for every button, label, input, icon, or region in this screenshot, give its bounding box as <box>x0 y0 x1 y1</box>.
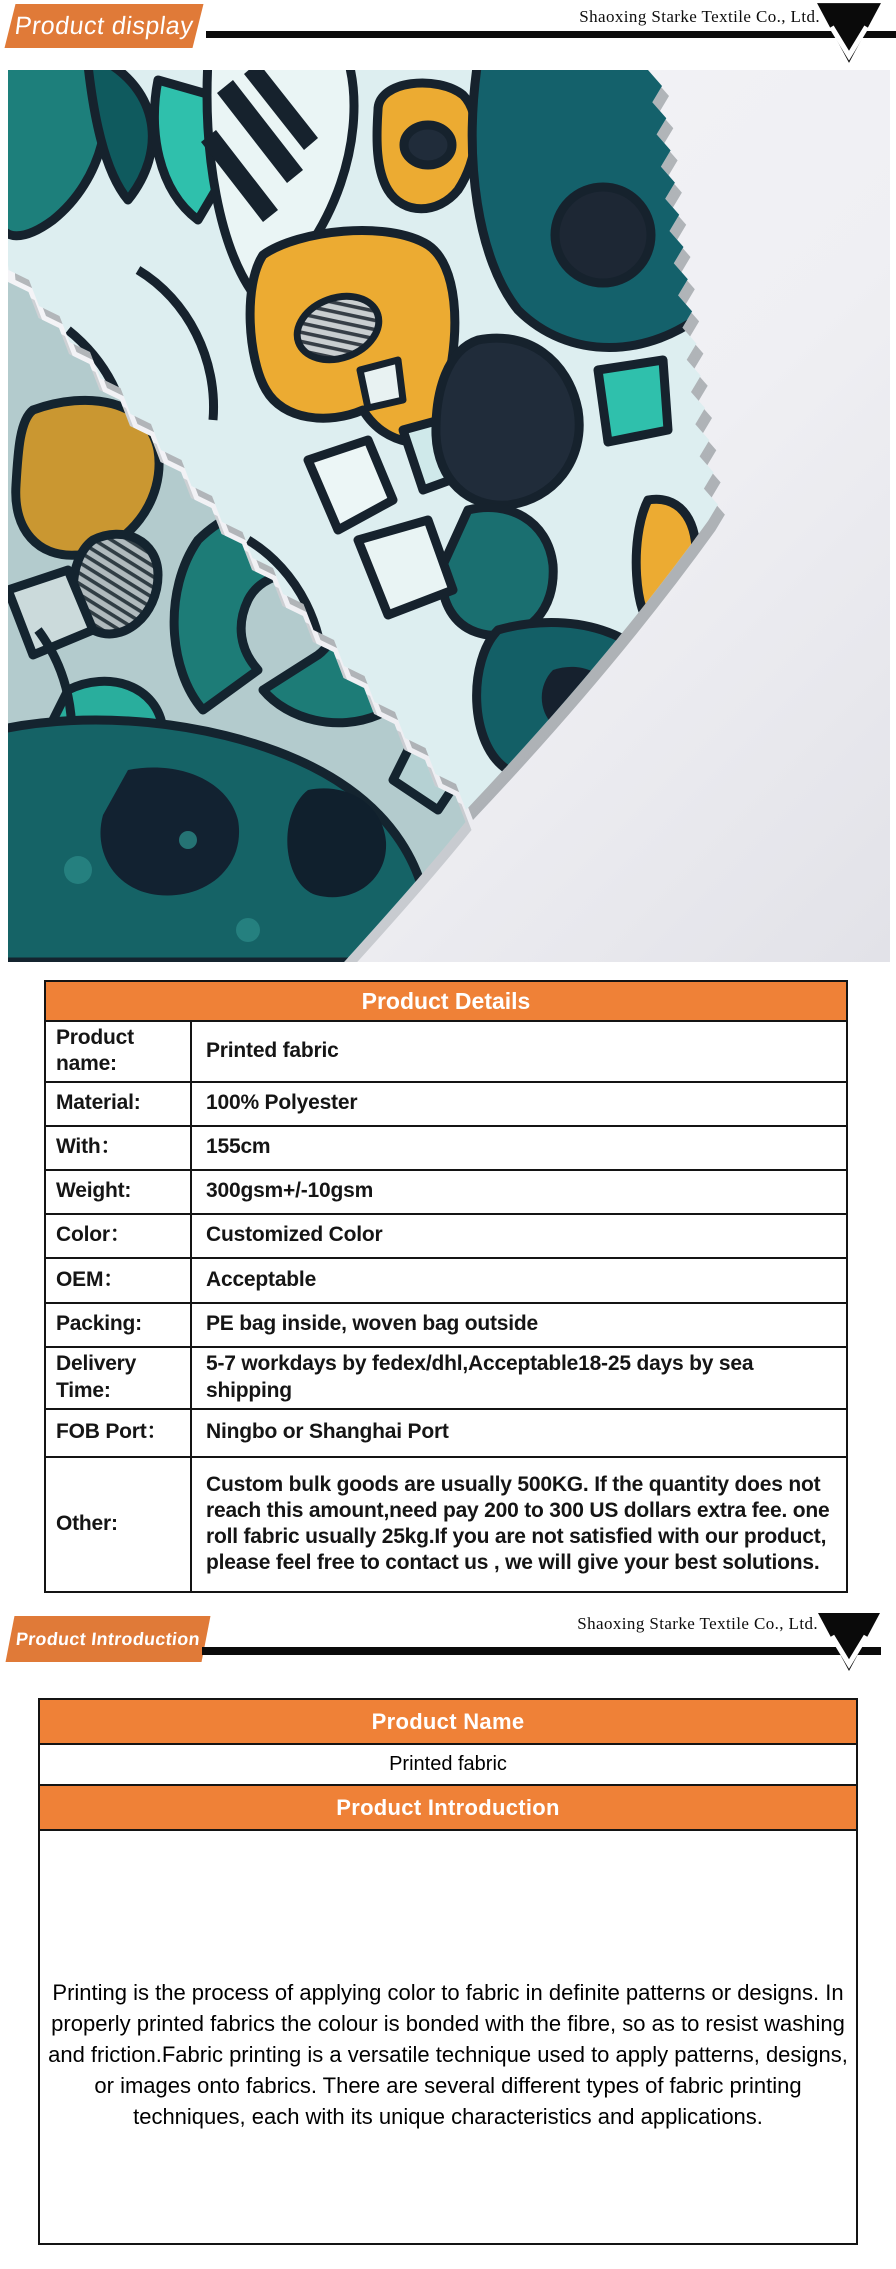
header-rule <box>202 1647 881 1655</box>
detail-label: OEM： <box>45 1258 191 1303</box>
detail-value: Printed fabric <box>191 1021 847 1082</box>
header-rule <box>206 31 896 38</box>
product-name-value: Printed fabric <box>40 1745 856 1786</box>
detail-label: With： <box>45 1126 191 1170</box>
product-name-header-label: Product Name <box>371 1708 525 1734</box>
company-name: Shaoxing Starke Textile Co., Ltd. <box>577 1614 818 1633</box>
detail-label: Delivery Time: <box>45 1347 191 1409</box>
product-intro-box <box>38 1698 858 2245</box>
detail-label: Other: <box>45 1457 191 1592</box>
detail-value: Custom bulk goods are usually 500KG. If the quantity does not reach this amount,need pay 200 to 300 US dollars extra fee. one roll fabric usually 25kg.If you are not satisfied with our product, please feel free to contact us , we will give your best solutions. <box>191 1457 847 1592</box>
product-display-banner-label: Product display <box>13 11 196 40</box>
detail-label: Weight: <box>45 1170 191 1214</box>
introduction-area <box>40 1831 856 2132</box>
detail-label: Product name: <box>45 1021 191 1082</box>
product-introduction-header <box>40 1786 856 1831</box>
company-name: Shaoxing Starke Textile Co., Ltd. <box>579 7 820 26</box>
detail-label: Color： <box>45 1214 191 1258</box>
detail-value: 100% Polyester <box>191 1082 847 1126</box>
product-introduction-banner <box>6 1616 211 1662</box>
product-name-header <box>40 1700 856 1745</box>
product-introduction-header-label: Product Introduction <box>336 1794 560 1820</box>
brand-triangle-logo-icon <box>817 1609 881 1675</box>
product-introduction-banner-label: Product Introduction <box>14 1628 202 1649</box>
detail-value: 300gsm+/-10gsm <box>191 1170 847 1214</box>
introduction-paragraph: Printing is the process of applying color to fabric in definite patterns or designs. In properly printed fabrics the colour is bonded with the fibre, so as to resist washing and friction.Fabric printing is a versatile technique used to apply patterns, designs, or images onto fabrics. There are several different types of fabric printing techniques, each with its unique characteristics and applications. <box>48 1980 848 2129</box>
detail-value: PE bag inside, woven bag outside <box>191 1303 847 1347</box>
detail-value: 155cm <box>191 1126 847 1170</box>
brand-triangle-logo-icon <box>816 2 882 64</box>
detail-label: Material: <box>45 1082 191 1126</box>
detail-label: FOB Port： <box>45 1409 191 1457</box>
detail-value: Acceptable <box>191 1258 847 1303</box>
product-display-banner <box>5 4 204 48</box>
detail-label: Packing: <box>45 1303 191 1347</box>
product-photo <box>8 70 890 962</box>
detail-value: 5-7 workdays by fedex/dhl,Acceptable18-25 days by sea shipping <box>191 1347 847 1409</box>
detail-value: Ningbo or Shanghai Port <box>191 1409 847 1457</box>
product-details-table <box>44 980 848 1593</box>
detail-value: Customized Color <box>191 1214 847 1258</box>
details-table-title: Product Details <box>45 981 847 1021</box>
